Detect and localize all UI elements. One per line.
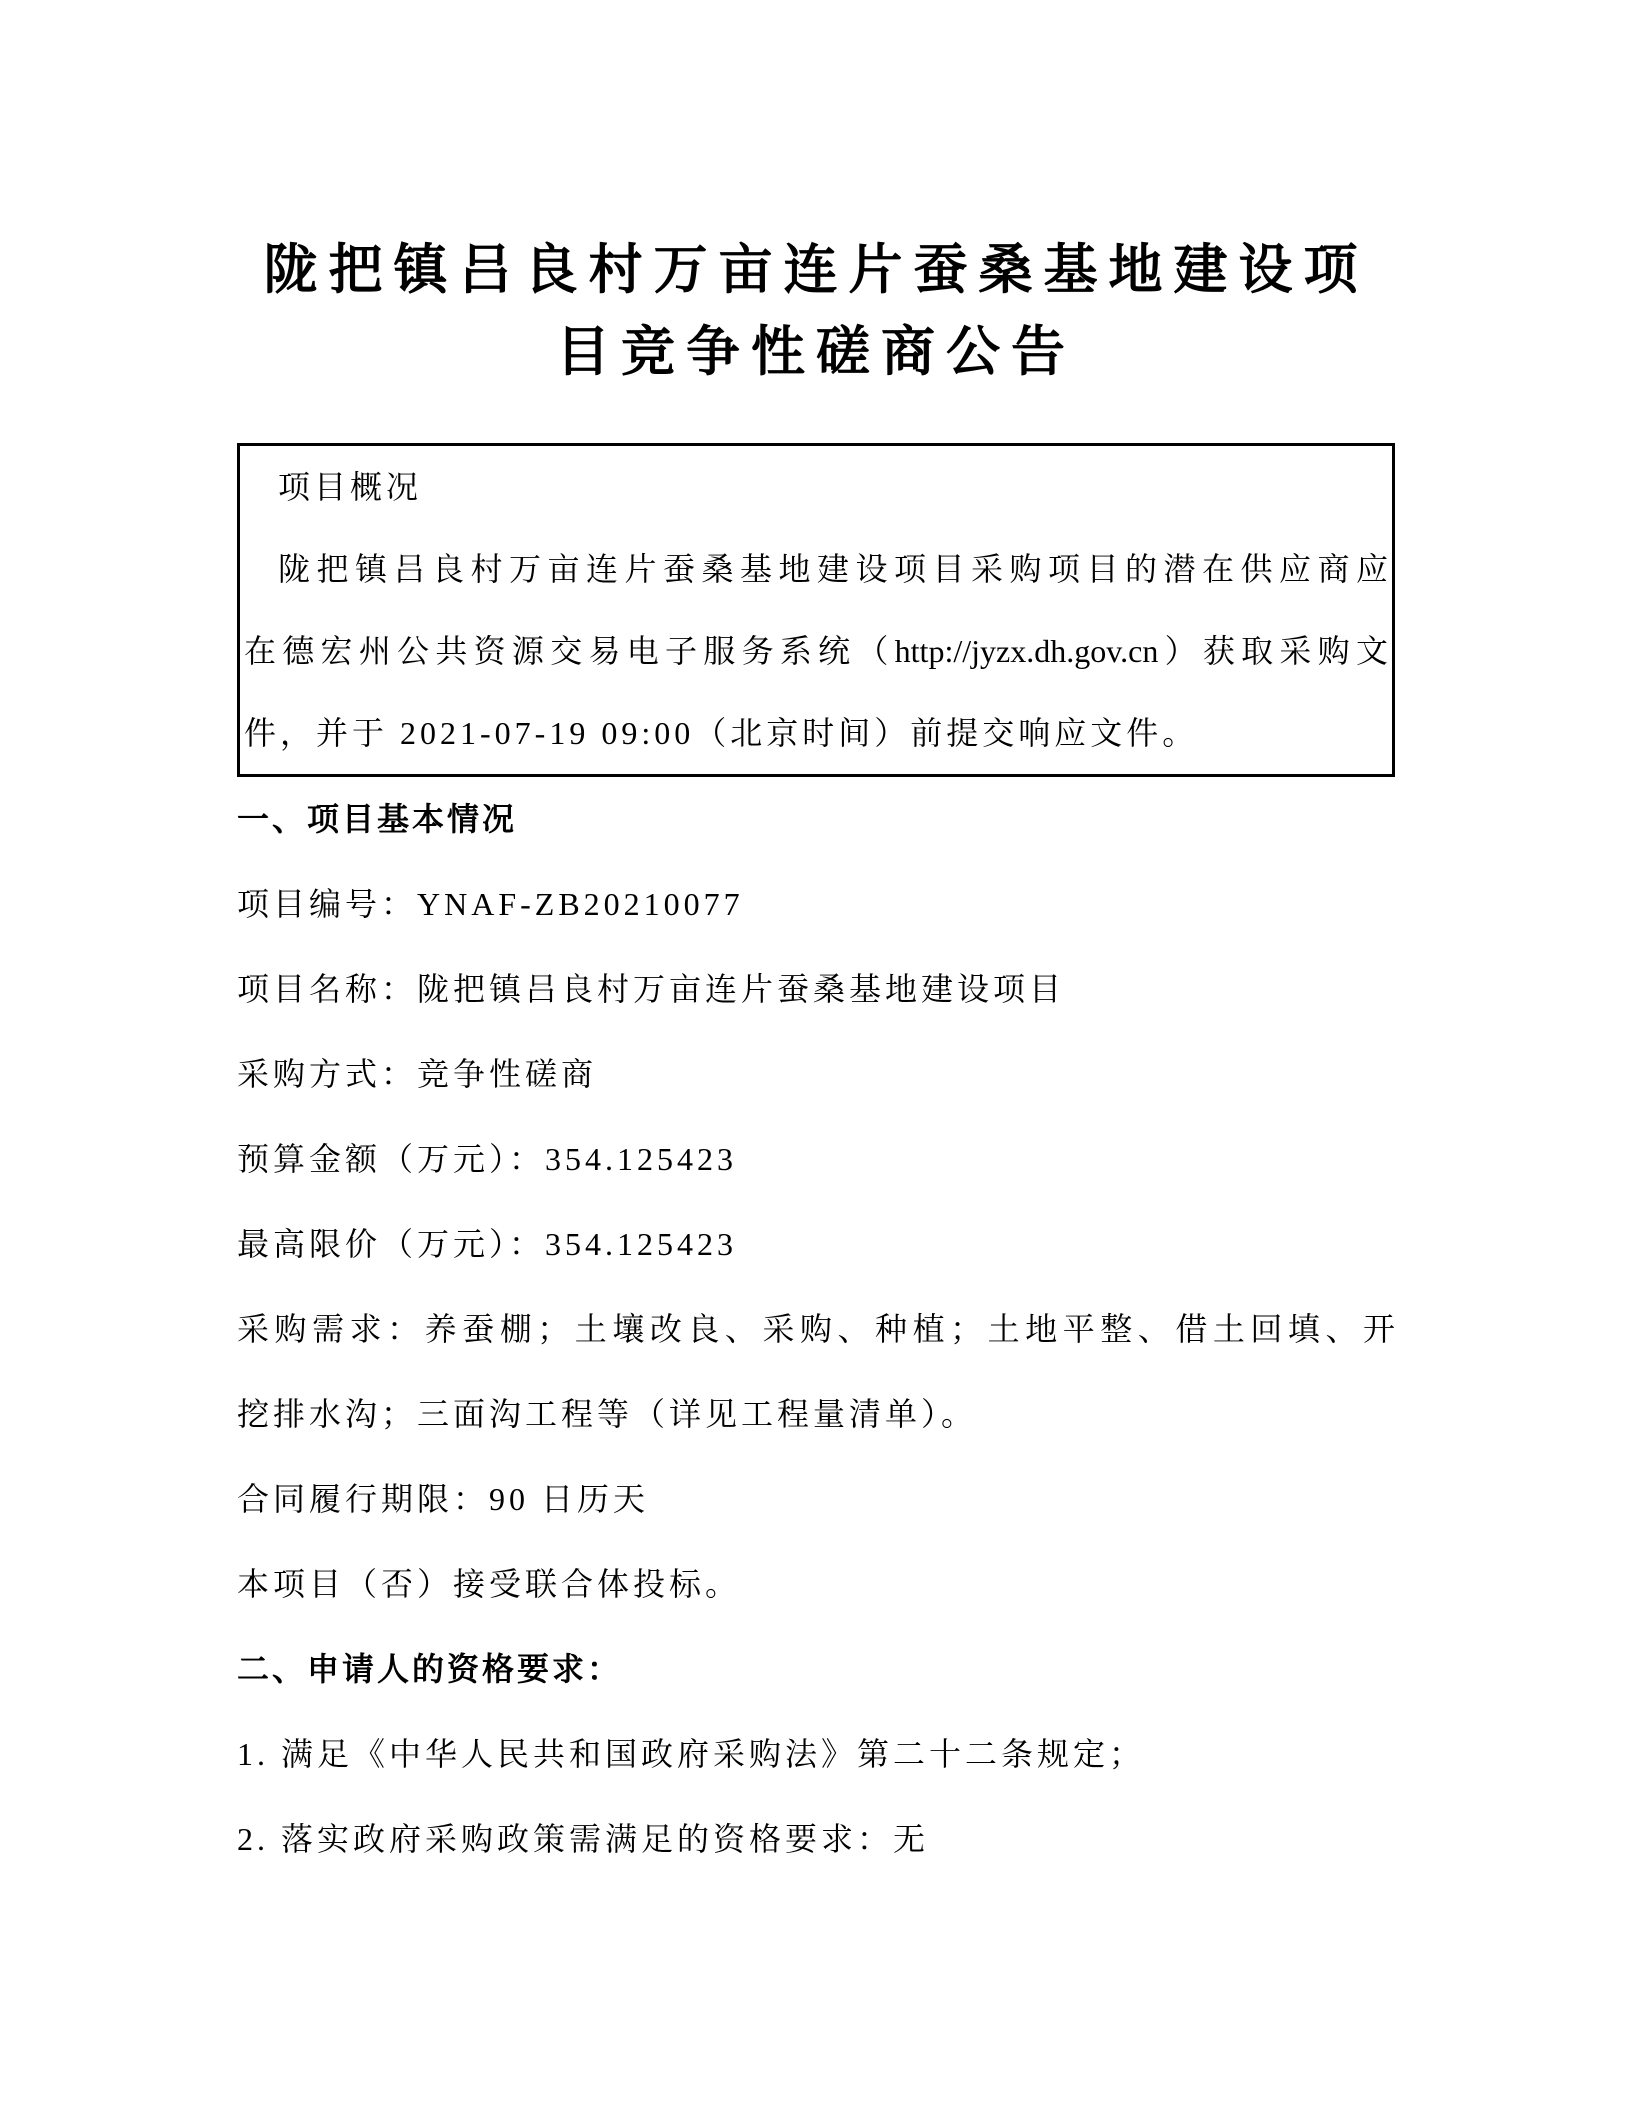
max-limit-price-line: 最高限价（万元）：354.125423 bbox=[237, 1226, 738, 1262]
overview-heading: 项目概况 bbox=[278, 469, 423, 505]
page-title-line-2: 目竞争性磋商公告 bbox=[556, 322, 1076, 382]
joint-bid-line: 本项目（否）接受联合体投标。 bbox=[237, 1566, 742, 1602]
page-title bbox=[237, 229, 1395, 393]
qualification-item-2: 2. 落实政府采购政策需满足的资格要求：无 bbox=[237, 1821, 930, 1857]
project-name-line: 项目名称：陇把镇吕良村万亩连片蚕桑基地建设项目 bbox=[237, 971, 1066, 1007]
section1-heading: 一、项目基本情况 bbox=[237, 801, 518, 837]
project-overview-box bbox=[237, 443, 1395, 777]
overview-paragraph-line-2: 在德宏州公共资源交易电子服务系统（http://jyzx.dh.gov.cn）获取采购文 bbox=[244, 633, 1388, 669]
budget-amount-line: 预算金额（万元）：354.125423 bbox=[237, 1141, 738, 1177]
section2-heading: 二、申请人的资格要求： bbox=[237, 1651, 623, 1687]
procurement-method-line: 采购方式：竞争性磋商 bbox=[237, 1056, 598, 1092]
requirement-line-2: 挖排水沟；三面沟工程等（详见工程量清单）。 bbox=[237, 1396, 978, 1432]
contract-period-line: 合同履行期限：90 日历天 bbox=[237, 1481, 650, 1517]
overview-paragraph-line-3: 件，并于 2021-07-19 09:00（北京时间）前提交响应文件。 bbox=[244, 715, 1199, 751]
page-title-line-1: 陇把镇吕良村万亩连片蚕桑基地建设项 bbox=[263, 240, 1369, 300]
project-number-line: 项目编号：YNAF-ZB20210077 bbox=[237, 886, 744, 922]
overview-paragraph-line-1: 陇把镇吕良村万亩连片蚕桑基地建设项目采购项目的潜在供应商应 bbox=[278, 551, 1388, 587]
page-content bbox=[237, 0, 1395, 1882]
document-body bbox=[237, 777, 1395, 1882]
requirement-line-1: 采购需求：养蚕棚；土壤改良、采购、种植；土地平整、借土回填、开 bbox=[237, 1311, 1395, 1347]
qualification-item-1: 1. 满足《中华人民共和国政府采购法》第二十二条规定； bbox=[237, 1736, 1146, 1772]
